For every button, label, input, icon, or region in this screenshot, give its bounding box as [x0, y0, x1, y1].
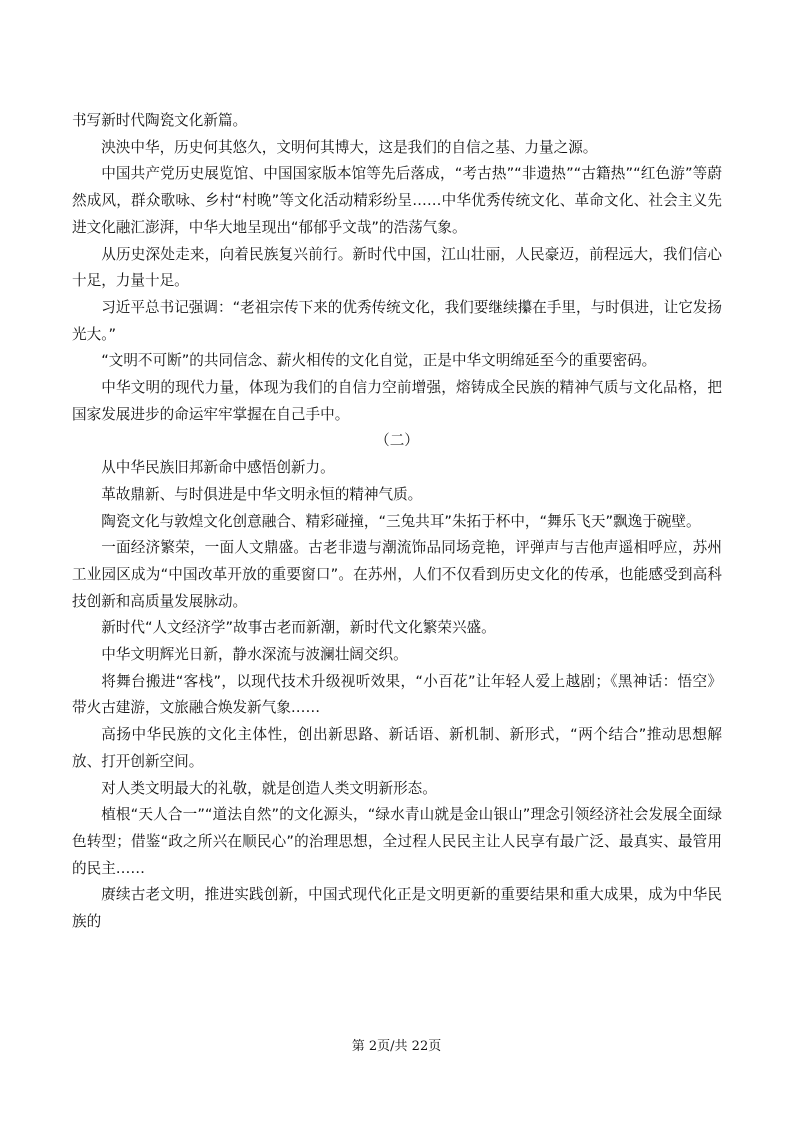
- paragraph: 陶瓷文化与敦煌文化创意融合、精彩碰撞，“三兔共耳”朱拓于杯中，“舞乐飞天”飘逸于碗壁。: [101, 512, 701, 530]
- paragraph: 革故鼎新、与时俱进是中华文明永恒的精神气质。: [101, 485, 423, 503]
- paragraph: 从历史深处走来，向着民族复兴前行。新时代中国，江山壮丽，人民豪迈，前程远大，我们信心十足，力量十足。: [72, 245, 722, 290]
- paragraph: 从中华民族旧邦新命中感悟创新力。: [101, 459, 335, 477]
- paragraph: 泱泱中华，历史何其悠久，文明何其博大，这是我们的自信之基、力量之源。: [101, 138, 598, 156]
- section-two-paragraphs: [72, 455, 722, 936]
- paragraph: 中华文明辉光日新，静水深流与波澜壮阔交织。: [101, 646, 408, 664]
- paragraph: 习近平总书记强调：“老祖宗传下来的优秀传统文化，我们要继续攥在手里，与时俱进，让它发扬光大。”: [72, 298, 722, 343]
- paragraph: 新时代“人文经济学”故事古老而新潮，新时代文化繁荣兴盛。: [101, 619, 496, 637]
- paragraph: “文明不可断”的共同信念、薪火相传的文化自觉，正是中华文明绵延至今的重要密码。: [101, 352, 657, 370]
- paragraph: 一面经济繁荣，一面人文鼎盛。古老非遗与潮流饰品同场竞艳，评弹声与吉他声遥相呼应，苏州工业园区成为“中国改革开放的重要窗口”。在苏州，人们不仅看到历史文化的传承，也能感受到高科技创新和高质量发展脉动。: [72, 539, 722, 610]
- section-heading: （二）: [375, 432, 419, 450]
- paragraph: 植根“天人合一”“道法自然”的文化源头，“绿水青山就是金山银山”理念引领经济社会发展全面绿色转型；借鉴“政之所兴在顺民心”的治理思想，全过程人民民主让人民享有最广泛、最真实、最管用的民主……: [72, 806, 722, 877]
- page-footer: 第 2页/共 22页: [351, 1039, 442, 1054]
- section-one-paragraphs: [72, 108, 722, 428]
- paragraph: 高扬中华民族的文化主体性，创出新思路、新话语、新机制、新形式，“两个结合”推动思想解放、打开创新空间。: [72, 726, 722, 770]
- paragraph: 对人类文明最大的礼敬，就是创造人类文明新形态。: [101, 779, 437, 797]
- paragraph: 书写新时代陶瓷文化新篇。: [72, 112, 248, 129]
- paragraph: 赓续古老文明，推进实践创新，中国式现代化正是文明更新的重要结果和重大成果，成为中华民族的: [72, 886, 722, 931]
- paragraph: 中华文明的现代力量，体现为我们的自信力空前增强，熔铸成全民族的精神气质与文化品格，把国家发展进步的命运牢牢掌握在自己手中。: [72, 379, 722, 423]
- document-body: [72, 108, 722, 936]
- paragraph: 中国共产党历史展览馆、中国国家版本馆等先后落成，“考古热”“非遗热”“古籍热”“红色游”等蔚然成风，群众歌咏、乡村“村晚”等文化活动精彩纷呈……中华优秀传统文化、革命文化、社会主义先进文化融汇澎湃，中华大地呈现出“郁郁乎文哉”的浩荡气象。: [72, 165, 722, 236]
- paragraph: 将舞台搬进“客栈”，以现代技术升级视听效果，“小百花”让年轻人爱上越剧；《黑神话：悟空》带火古建游，文旅融合焕发新气象……: [72, 672, 722, 717]
